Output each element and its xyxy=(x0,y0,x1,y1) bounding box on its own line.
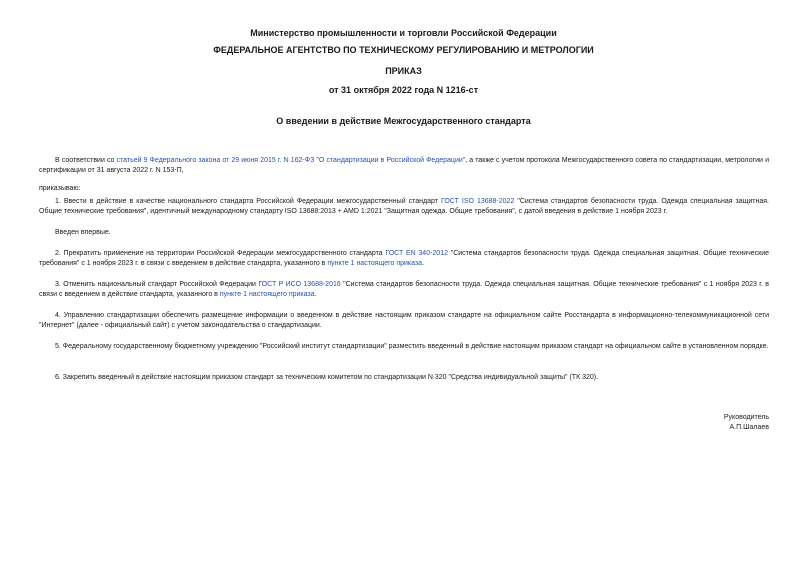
item-3-clause-1-link[interactable]: пункте 1 настоящего приказа xyxy=(219,291,315,298)
item-3-suffix: . xyxy=(314,291,317,298)
item-2-prefix: 2. Прекратить применение на территории Российской Федерации межгосударственного стандарта xyxy=(55,250,386,257)
item-1-paragraph xyxy=(39,197,769,217)
item-4-paragraph: 4. Управлению стандартизации обеспечить размещение информации о введенном в действие настоящим приказом стандарте на официальном сайте Росстандарта в информационно-телекоммуникационной сети "Интернет" (далее - официальный сайт) с учетом законодательства о стандартизации. xyxy=(39,312,769,329)
item-3-middle: "Система стандартов безопасности труда. Одежда специальная защитная. Общие технические требования" с 1 ноября 2023 г. в связи с введением в действие стандарта, указанного в xyxy=(39,281,770,298)
item-2-paragraph xyxy=(39,249,769,269)
item-1-prefix: 1. Ввести в действие в качестве национального стандарта Российской Федерации межгосударственный стандарт xyxy=(55,198,441,205)
item-3-paragraph xyxy=(39,280,769,300)
doc-type-heading: ПРИКАЗ xyxy=(385,66,422,76)
date-number-heading: от 31 октября 2022 года N 1216-ст xyxy=(328,85,479,95)
item-2-clause-1-link[interactable]: пункте 1 настоящего приказа xyxy=(327,260,423,267)
ordered-line: приказываю: xyxy=(39,185,81,192)
signatory-position: Руководитель xyxy=(723,414,769,421)
law-link[interactable]: статьей 9 Федерального закона от 29 июня 2015 г. N 162-ФЗ "О стандартизации в Российской Федерации" xyxy=(116,157,466,164)
gost-iso-13688-2022-link[interactable]: ГОСТ ISO 13688-2022 xyxy=(440,198,515,205)
gost-r-iso-13688-2016-link[interactable]: ГОСТ Р ИСО 13688-2016 xyxy=(258,281,341,288)
preamble-suffix: , а также с учетом протокола Межгосударственного совета по стандартизации, метрологии и сертификации от 31 августа 2022 г. N 153-П, xyxy=(39,157,769,174)
preamble-paragraph xyxy=(39,156,769,176)
item-2-middle: "Система стандартов безопасности труда. Одежда специальная защитная. Общие технические требования" с 1 ноября 2023 г. в связи с введением в действие стандарта, указанного в xyxy=(39,250,770,267)
item-2-suffix: . xyxy=(422,260,425,267)
item-5-paragraph: 5. Федеральному государственному бюджетному учреждению "Российский институт стандартизации" разместить введенный в действие настоящим приказом стандарт на официальном сайте в установленном порядке. xyxy=(55,343,769,350)
item-6-paragraph: 6. Закрепить введенный в действие настоящим приказом стандарт за техническим комитетом по стандартизации N 320 "Средства индивидуальной защиты" (ТК 320). xyxy=(55,374,599,381)
gost-en-340-2012-link[interactable]: ГОСТ EN 340-2012 xyxy=(385,250,448,257)
preamble-prefix: В соответствии со xyxy=(55,157,117,164)
ministry-heading: Министерство промышленности и торговли Российской Федерации xyxy=(250,28,557,38)
signatory-name: А.П.Шалаев xyxy=(729,424,769,431)
item-3-prefix: 3. Отменить национальный стандарт Российской Федерации xyxy=(55,281,259,288)
introduced-note: Введен впервые. xyxy=(55,229,111,236)
document-title: О введении в действие Межгосударственного стандарта xyxy=(276,116,531,126)
agency-heading: ФЕДЕРАЛЬНОЕ АГЕНТСТВО ПО ТЕХНИЧЕСКОМУ РЕГУЛИРОВАНИЮ И МЕТРОЛОГИИ xyxy=(213,45,594,55)
item-1-suffix: "Система стандартов безопасности труда. Одежда специальная защитная. Общие технические требования", идентичный международному стандарту ISO 13688:2013 + AMD 1:2021 "Защитная одежда. Общие требования", с датой введения в действие 1 ноября 2023 г. xyxy=(39,198,769,215)
